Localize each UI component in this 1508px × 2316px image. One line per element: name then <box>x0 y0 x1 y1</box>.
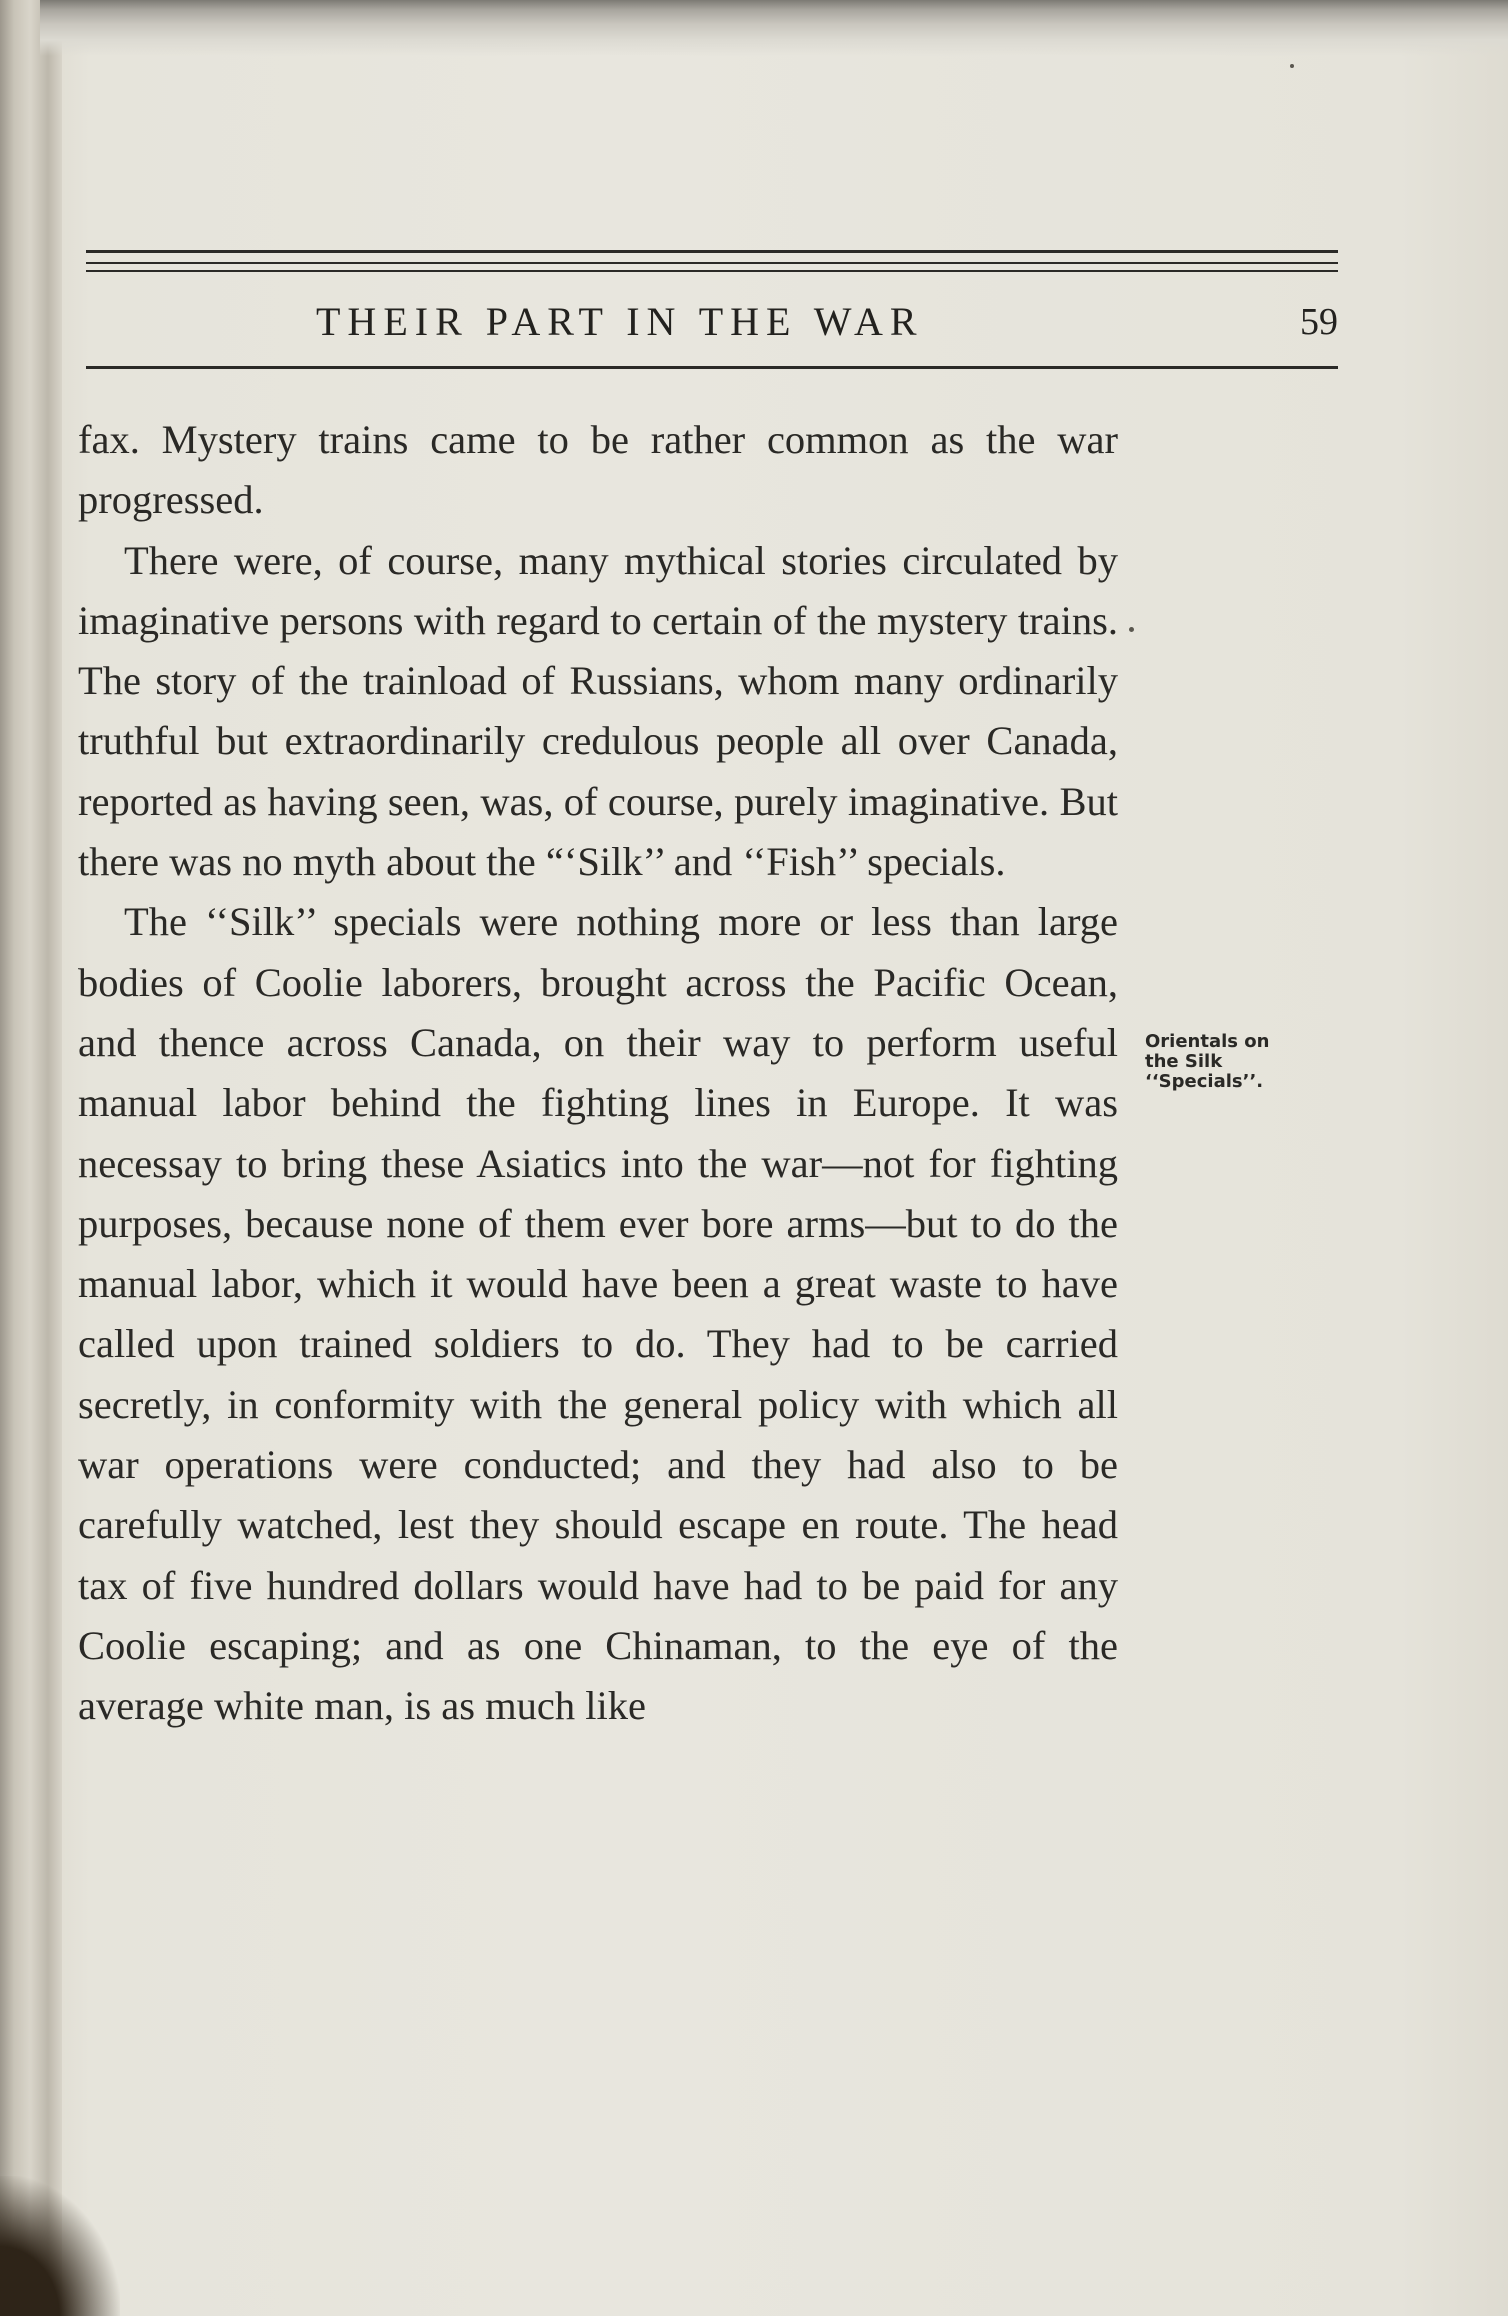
header-rule-lower <box>86 270 1338 272</box>
body-text <box>78 410 1118 1737</box>
binding-edge <box>0 0 62 2316</box>
paragraph-2: There were, of course, many mythical stories circulated by imaginative persons with regard to certain of the mystery trains. The story of the trainload of Russians, whom many ordinarily truthful but extraordinarily credulous people all over Canada, reported as having seen, was, of course, purely imaginative. But there was no myth about the “‘Silk’’ and ‘‘Fish’’ specials. <box>78 537 1118 885</box>
header-rule-middle <box>86 262 1338 264</box>
margin-note-line-3: ‘‘Specials’’. <box>1145 1071 1264 1092</box>
margin-note <box>1145 1032 1335 1092</box>
page-number: 59 <box>1300 301 1338 343</box>
page-top-edge <box>40 0 1508 56</box>
running-head <box>86 292 1338 352</box>
page-corner-shadow <box>0 2176 120 2316</box>
paragraph-1: fax. Mystery trains came to be rather common as the war progressed. <box>78 417 1118 523</box>
margin-note-line-2: the Silk <box>1145 1051 1223 1072</box>
margin-note-line-1: Orientals on <box>1145 1031 1270 1052</box>
running-title: THEIR PART IN THE WAR <box>316 299 924 344</box>
paper-speck <box>1129 627 1134 632</box>
header-rule-top <box>86 250 1338 253</box>
paper-speck <box>1290 64 1294 68</box>
header-rule-bottom <box>86 366 1338 369</box>
paragraph-3: The ‘‘Silk’’ specials were nothing more or less than large bodies of Coolie laborers, brought across the Pacific Ocean, and thence across Canada, on their way to perform useful manual labor behind the fighting lines in Europe. It was necessay to bring these Asiatics into the war—not for fighting purposes, because none of them ever bore arms—but to do the manual labor, which it would have been a great waste to have called upon trained soldiers to do. They had to be carried secretly, in conformity with the general policy with which all war operations were conducted; and they had also to be carefully watched, lest they should escape en route. The head tax of five hundred dollars would have had to be paid for any Coolie escaping; and as one Chinaman, to the eye of the average white man, is as much like <box>78 899 1118 1729</box>
